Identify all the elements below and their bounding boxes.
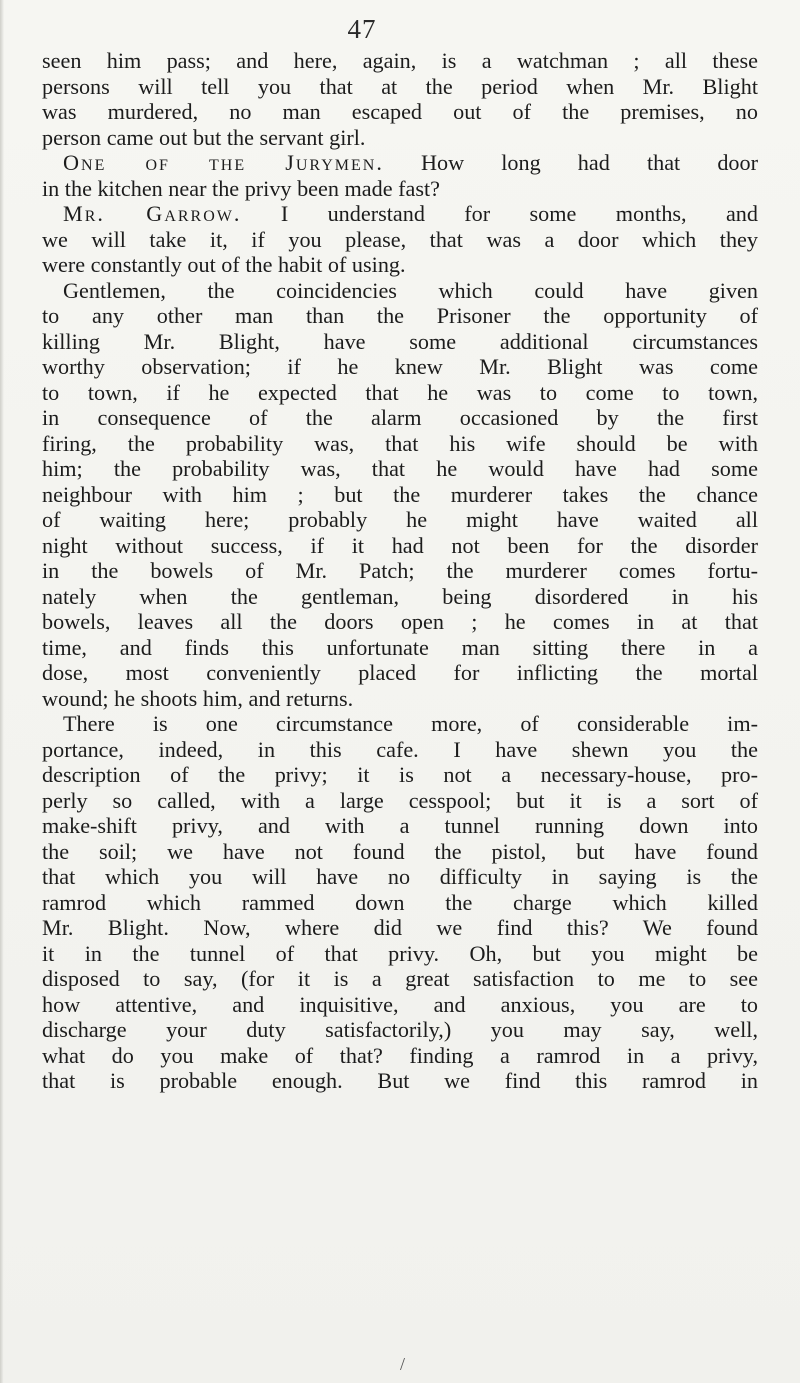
line-text: person came out but the servant girl. [42, 124, 366, 150]
line-text: we will take it, if you please, that was a door which they [42, 226, 758, 252]
text-line [42, 150, 758, 176]
text-line [42, 380, 758, 406]
text-line [42, 686, 758, 712]
line-text: wound; he shoots him, and returns. [42, 685, 354, 711]
text-line [42, 788, 758, 814]
text-line [42, 966, 758, 992]
text-line [42, 558, 758, 584]
body-text [42, 48, 758, 1094]
text-line [42, 405, 758, 431]
line-text: him; the probability was, that he would have had some [42, 456, 758, 481]
line-text: it in the tunnel of that privy. Oh, but you might be [42, 940, 758, 966]
line-text: disposed to say, (for it is a great satisfaction to me to see [42, 966, 758, 991]
text-line [42, 329, 758, 355]
speaker-name: Mr. Garrow. [63, 201, 242, 226]
line-text: of waiting here; probably he might have waited all [42, 507, 758, 532]
line-text: discharge your duty satisfactorily,) you may say, well, [42, 1017, 758, 1042]
line-text: the soil; we have not found the pistol, but have found [42, 838, 758, 864]
text-line [42, 660, 758, 686]
text-line [42, 456, 758, 482]
text-line [42, 507, 758, 533]
text-line [42, 278, 758, 304]
text-line [42, 864, 758, 890]
text-line [42, 813, 758, 839]
line-text: in the kitchen near the privy been made fast? [42, 175, 440, 201]
line-text: description of the privy; it is not a necessary-house, pro- [42, 762, 758, 787]
line-text: were constantly out of the habit of using. [42, 252, 406, 277]
line-text: in consequence of the alarm occasioned by the first [42, 405, 758, 430]
text-line [42, 431, 758, 457]
text-line [42, 839, 758, 865]
line-text: There is one circumstance more, of considerable im- [63, 711, 758, 736]
line-text: Gentlemen, the coincidencies which could have given [63, 277, 758, 303]
line-text: nately when the gentleman, being disordered in his [42, 583, 758, 609]
line-text: make-shift privy, and with a tunnel running down into [42, 813, 758, 838]
line-text: was murdered, no man escaped out of the premises, no [42, 99, 758, 124]
line-text: killing Mr. Blight, have some additional circumstances [42, 328, 758, 354]
text-line [42, 227, 758, 253]
line-text: bowels, leaves all the doors open ; he comes in at that [42, 609, 758, 634]
page-gutter-shadow [0, 0, 4, 1383]
text-line [42, 48, 758, 74]
text-line [42, 584, 758, 610]
text-line [42, 74, 758, 100]
line-text: night without success, if it had not been for the disorder [42, 532, 758, 558]
line-text: how attentive, and inquisitive, and anxious, you are to [42, 991, 758, 1017]
text-line [42, 1068, 758, 1094]
line-text: that which you will have no difficulty in saying is the [42, 864, 758, 889]
text-line [42, 533, 758, 559]
line-text: firing, the probability was, that his wife should be with [42, 430, 758, 456]
line-text: that is probable enough. But we find this ramrod in [42, 1068, 758, 1093]
line-text: in the bowels of Mr. Patch; the murderer comes fortu- [42, 558, 758, 583]
text-line [42, 711, 758, 737]
text-line [42, 941, 758, 967]
line-text: to town, if he expected that he was to come to town, [42, 379, 758, 405]
line-text: neighbour with him ; but the murderer takes the chance [42, 481, 758, 507]
text-line [42, 737, 758, 763]
line-text: How long had that door [421, 150, 759, 175]
text-line [42, 482, 758, 508]
text-line [42, 176, 758, 202]
text-line [42, 125, 758, 151]
speaker-name: One of the Jurymen. [63, 150, 384, 175]
text-line [42, 354, 758, 380]
text-line [42, 1043, 758, 1069]
line-text: perly so called, with a large cesspool; but it is a sort of [42, 787, 758, 813]
line-text: worthy observation; if he knew Mr. Blight was come [42, 354, 758, 379]
line-text: dose, most conveniently placed for inflicting the mortal [42, 660, 758, 685]
text-line [42, 762, 758, 788]
line-text: persons will tell you that at the period when Mr. Blight [42, 73, 758, 99]
text-line [42, 915, 758, 941]
text-line [42, 303, 758, 329]
text-line [42, 1017, 758, 1043]
text-line [42, 201, 758, 227]
line-text: seen him pass; and here, again, is a watchman ; all these [42, 48, 758, 73]
line-text: I understand for some months, and [280, 201, 758, 226]
page-number: 47 [347, 14, 377, 44]
text-line [42, 609, 758, 635]
text-line [42, 992, 758, 1018]
text-line [42, 635, 758, 661]
line-text: to any other man than the Prisoner the opportunity of [42, 303, 758, 328]
line-text: time, and finds this unfortunate man sitting there in a [42, 634, 758, 660]
text-line [42, 252, 758, 278]
text-line [42, 890, 758, 916]
line-text: Mr. Blight. Now, where did we find this? We found [42, 915, 758, 940]
text-line [42, 99, 758, 125]
line-text: ramrod which rammed down the charge which killed [42, 889, 758, 915]
line-text: portance, indeed, in this cafe. I have shewn you the [42, 736, 758, 762]
line-text: what do you make of that? finding a ramrod in a privy, [42, 1042, 758, 1068]
bottom-mark: / [400, 1354, 406, 1374]
